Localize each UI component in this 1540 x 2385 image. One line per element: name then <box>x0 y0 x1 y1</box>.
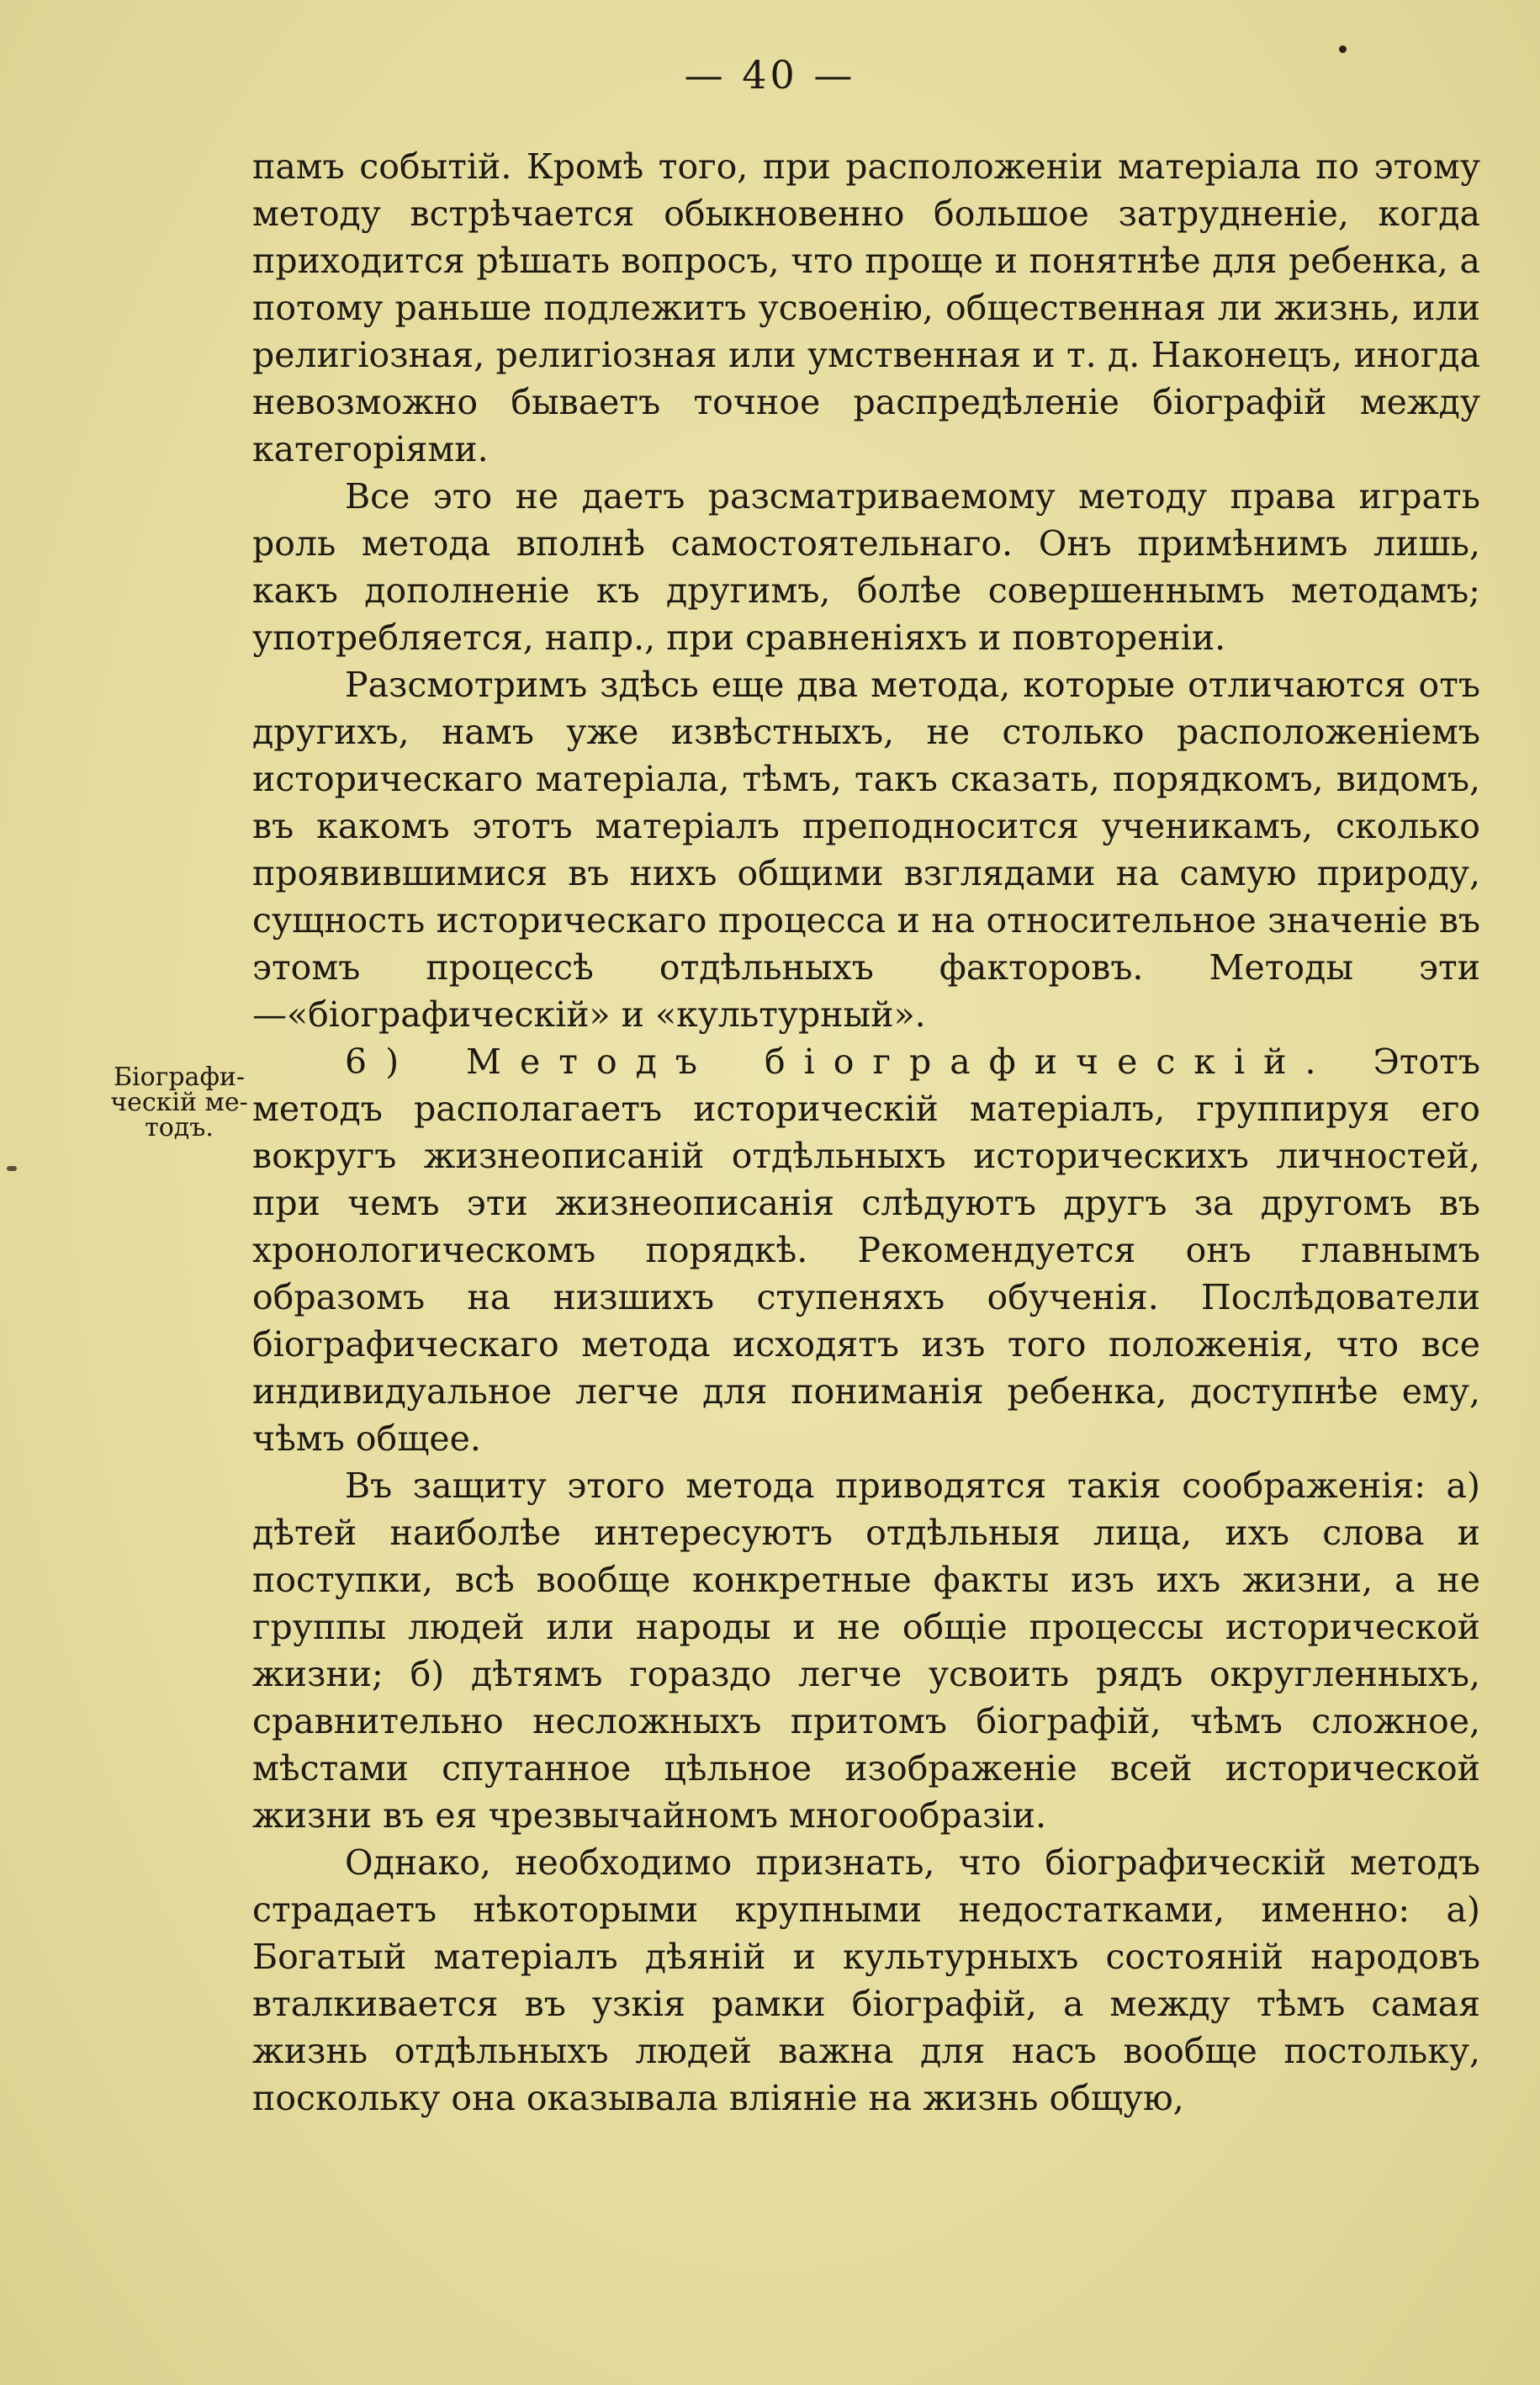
paragraph-5: Въ защиту этого метода приводятся такія соображенія: а) дѣтей наиболѣе интересуютъ отдѣльныя лица, ихъ слова и поступки, всѣ вообще конкретные факты изъ ихъ жизни, а не группы людей или народы и не общіе процессы исторической жизни; б) дѣтямъ гораздо легче усвоить рядъ округленныхъ, сравнительно несложныхъ притомъ біографій, чѣмъ сложное, мѣстами спутанное цѣльное изображеніе всей исторической жизни въ ея чрезвычайномъ многообразіи. <box>252 1465 1480 1836</box>
body-text <box>252 143 1480 2122</box>
margin-note: Біографи-ческій ме-тодъ. <box>110 1063 248 1142</box>
paragraph-2: Все это не даетъ разсматриваемому методу права играть роль метода вполнѣ самостоятельнаго. Онъ примѣнимъ лишь, какъ дополненіе къ другимъ, болѣе совершеннымъ методамъ; употребляется, напр., при сравненіяхъ и повтореніи. <box>252 476 1480 658</box>
paragraph-3: Разсмотримъ здѣсь еще два метода, которые отличаются отъ другихъ, намъ уже извѣстныхъ, не столько расположеніемъ историческаго матеріала, тѣмъ, такъ сказать, порядкомъ, видомъ, въ какомъ этотъ матеріалъ преподносится ученикамъ, сколько проявившимися въ нихъ общими взглядами на самую природу, сущность историческаго процесса и на относительное значеніе въ этомъ процессѣ отдѣльныхъ факторовъ. Методы эти—«біографическій» и «культурный». <box>252 665 1480 1035</box>
method-heading: 6) Методъ біографическій. <box>345 1041 1335 1082</box>
page-number: — 40 — <box>684 52 856 98</box>
paragraph-4-body: Этотъ методъ располагаетъ историческій матеріалъ, группируя его вокругъ жизнеописаній отдѣльныхъ историческихъ личностей, при чемъ эти жизнеописанія слѣдуютъ другъ за другомъ въ хронологическомъ порядкѣ. Рекомендуется онъ главнымъ образомъ на низшихъ ступеняхъ обученія. Послѣдователи біографическаго метода исходятъ изъ того положенія, что все индивидуальное легче для пониманія ребенка, доступнѣе ему, чѣмъ общее. <box>252 1041 1480 1459</box>
stray-mark <box>7 1166 17 1171</box>
paragraph-6: Однако, необходимо признать, что біографическій методъ страдаетъ нѣкоторыми крупными недостатками, именно: а) Богатый матеріалъ дѣяній и культурныхъ состояній народовъ вталкивается въ узкія рамки біографій, а между тѣмъ самая жизнь отдѣльныхъ людей важна для насъ вообще постольку, поскольку она оказывала вліяніе на жизнь общую, <box>252 1842 1480 2118</box>
paragraph-4 <box>252 1038 1480 1462</box>
paragraph-1: памъ событій. Кромѣ того, при расположеніи матеріала по этому методу встрѣчается обыкновенно большое затрудненіе, когда приходится рѣшать вопросъ, что проще и понятнѣе для ребенка, а потому раньше подлежитъ усвоенію, общественная ли жизнь, или религіозная, религіозная или умственная и т. д. Наконецъ, иногда невозможно бываетъ точное распредѣленіе біографій между категоріями. <box>252 146 1480 469</box>
